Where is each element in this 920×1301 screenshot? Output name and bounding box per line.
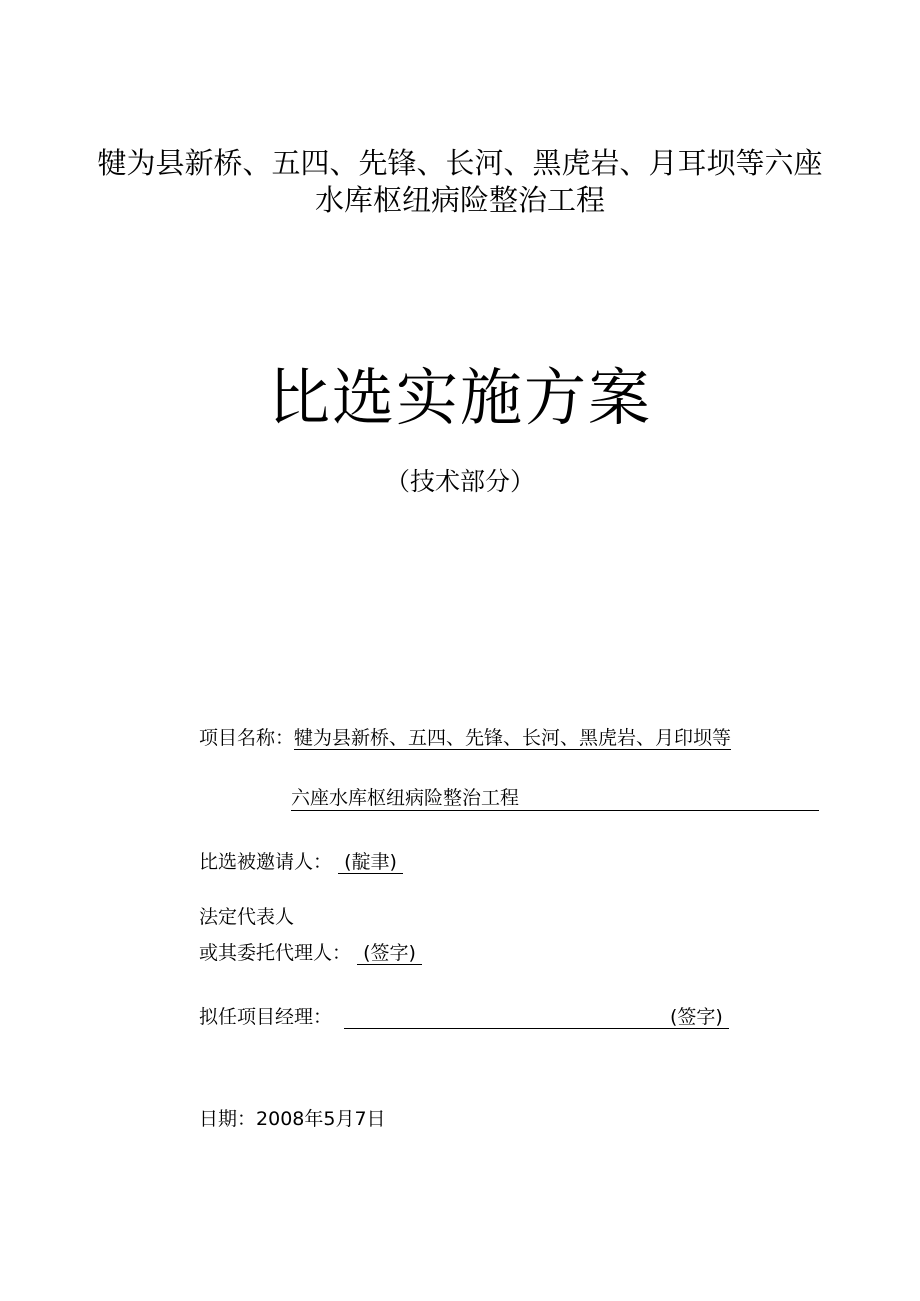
inviter-value: (靛聿): [344, 851, 397, 873]
project-name-value-line-2: 六座水库枢纽病险整治工程: [291, 786, 819, 811]
project-name-value-line-1: 犍为县新桥、五四、先锋、长河、黑虎岩、月印坝等: [294, 727, 732, 749]
manager-signature-field: [670, 1006, 729, 1029]
project-title-line-1: 犍为县新桥、五四、先锋、长河、黑虎岩、月耳坝等六座: [97, 146, 823, 180]
manager-row: [199, 1005, 729, 1029]
date-row: [199, 1107, 386, 1131]
main-title: 比选实施方案: [267, 361, 652, 434]
project-name-row: [199, 726, 731, 750]
agent-value: (签字): [363, 942, 416, 964]
date-label: 日期：: [199, 1108, 257, 1130]
manager-value: (签字): [670, 1006, 723, 1028]
agent-signature-field: [357, 942, 422, 965]
date-value: 2008年5月7日: [256, 1108, 386, 1130]
inviter-signature-field: [338, 851, 403, 874]
agent-row: [199, 941, 422, 965]
subtitle: （技术部分）: [384, 467, 535, 496]
manager-label: 拟任项目经理：: [199, 1006, 333, 1028]
project-name-label: 项目名称：: [199, 727, 295, 749]
inviter-label: 比选被邀请人：: [199, 851, 333, 873]
project-title-line-2: 水库枢纽病险整治工程: [314, 183, 605, 217]
manager-blank-line: [344, 1006, 670, 1029]
legal-rep-label: 法定代表人: [199, 906, 295, 928]
inviter-row: [199, 850, 403, 874]
agent-label: 或其委托代理人：: [199, 942, 352, 964]
